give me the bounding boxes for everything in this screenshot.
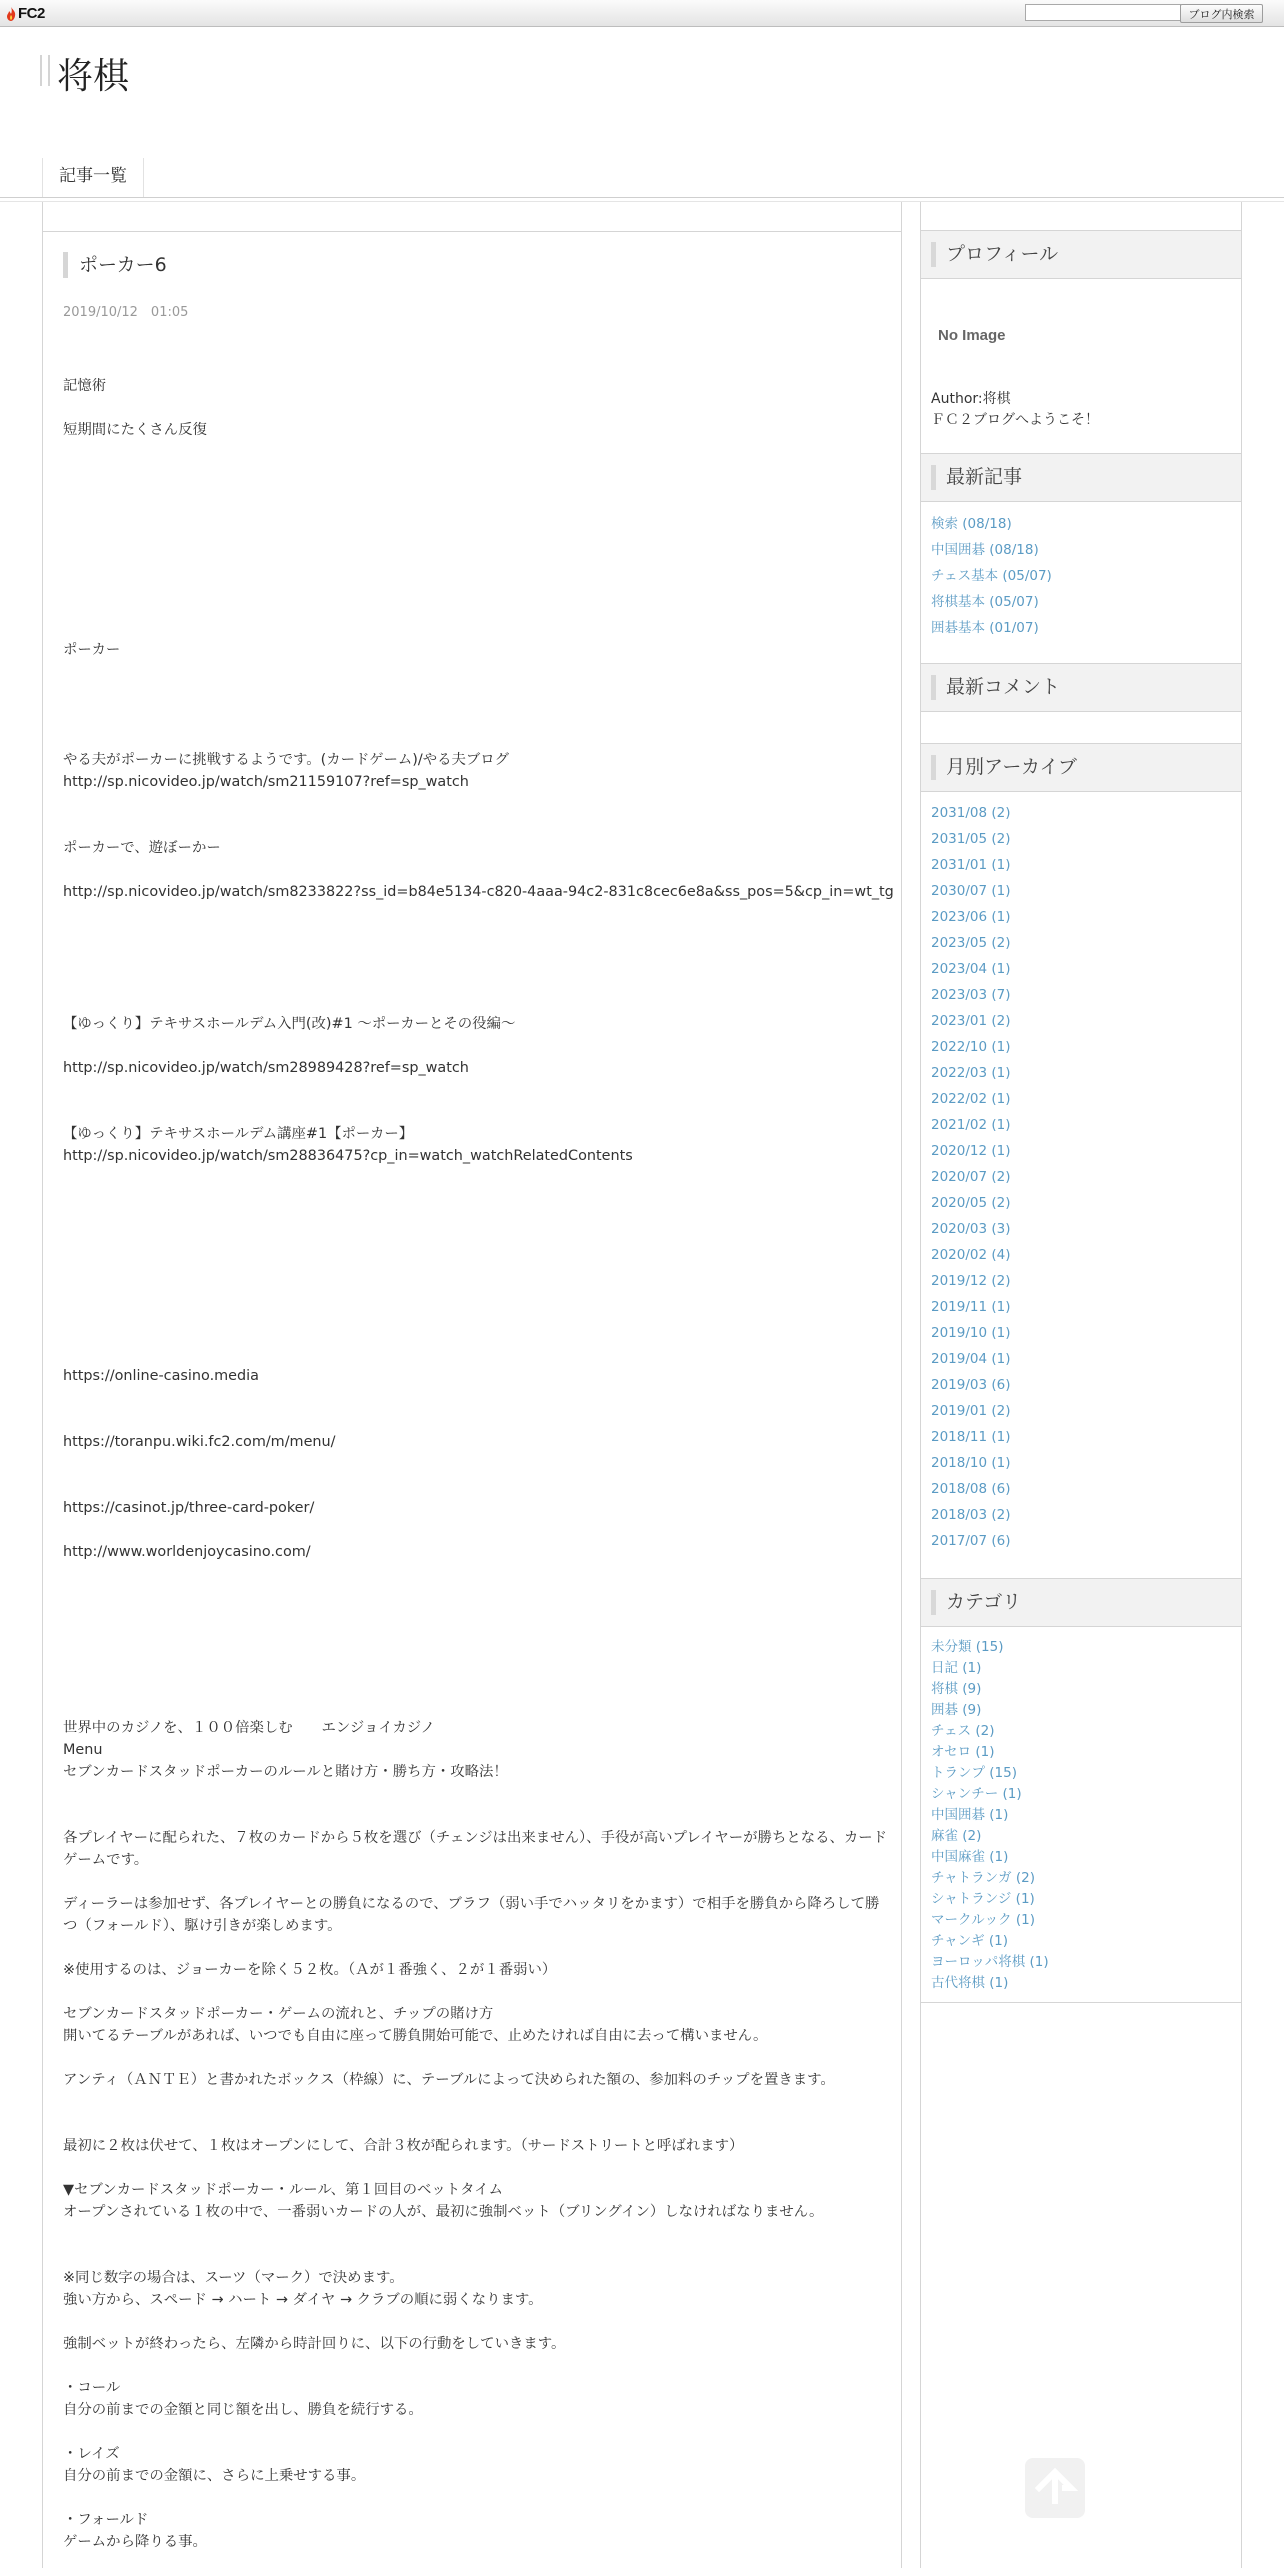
body-line: ポーカーで、遊ぼーかー xyxy=(63,840,221,856)
recent-comments-heading xyxy=(921,663,1241,712)
body-line: 開いてるテーブルがあれば、いつでも自由に座って勝負開始可能で、止めたければ自由に去って構いません。 xyxy=(63,2028,768,2044)
body-line: セブンカードスタッドポーカー・ゲームの流れと、チップの賭け方 xyxy=(63,2006,494,2022)
heading-bar xyxy=(931,1590,936,1615)
archive-link[interactable]: 2023/06 (1) xyxy=(931,909,1011,925)
sidebar xyxy=(920,202,1242,2568)
body-link: http://www.worldenjoycasino.com/ xyxy=(63,1544,311,1560)
heading-bar xyxy=(931,755,936,780)
archive-link[interactable]: 2019/12 (2) xyxy=(931,1273,1011,1289)
archives-heading-label: 月別アーカイブ xyxy=(946,756,1077,778)
body-link: https://toranpu.wiki.fc2.com/m/menu/ xyxy=(63,1434,336,1450)
body-line: ・フォールド xyxy=(63,2512,149,2528)
body-link: https://online-casino.media xyxy=(63,1368,259,1384)
archive-link[interactable]: 2031/05 (2) xyxy=(931,831,1011,847)
category-link[interactable]: シャトランジ (1) xyxy=(931,1891,1035,1907)
blog-search-input[interactable] xyxy=(1025,4,1181,21)
archive-link[interactable]: 2019/03 (6) xyxy=(931,1377,1011,1393)
category-link[interactable]: 囲碁 (9) xyxy=(931,1702,982,1718)
scroll-to-top-button[interactable] xyxy=(1025,2458,1085,2518)
body-line: 自分の前までの金額に、さらに上乗せする事。 xyxy=(63,2468,366,2484)
blog-search-button[interactable]: ブログ内検索 xyxy=(1180,4,1263,23)
fc2-logo-text: FC2 xyxy=(18,4,45,22)
categories-list xyxy=(931,1637,1049,1994)
profile-heading-label: プロフィール xyxy=(946,243,1059,265)
fc2-toolbar xyxy=(0,0,1284,27)
category-link[interactable]: シャンチー (1) xyxy=(931,1786,1022,1802)
body-line: 【ゆっくり】テキサスホールデム講座#1【ポーカー】 xyxy=(63,1126,414,1142)
category-link[interactable]: チャンギ (1) xyxy=(931,1933,1009,1949)
category-link[interactable]: トランプ (15) xyxy=(931,1765,1018,1781)
archive-link[interactable]: 2019/01 (2) xyxy=(931,1403,1011,1419)
archive-link[interactable]: 2030/07 (1) xyxy=(931,883,1011,899)
archive-link[interactable]: 2022/10 (1) xyxy=(931,1039,1011,1055)
category-link[interactable]: ヨーロッパ将棋 (1) xyxy=(931,1954,1049,1970)
recent-post-link[interactable]: 将棋基本 (05/07) xyxy=(931,594,1039,610)
blog-title[interactable]: 将棋 xyxy=(57,56,130,97)
main-column xyxy=(42,202,902,2568)
archive-link[interactable]: 2019/04 (1) xyxy=(931,1351,1011,1367)
body-line: ・コール xyxy=(63,2380,121,2396)
body-line: 記憶術 xyxy=(63,378,107,394)
archive-link[interactable]: 2020/02 (4) xyxy=(931,1247,1011,1263)
global-nav xyxy=(42,158,144,198)
category-link[interactable]: チャトランガ (2) xyxy=(931,1870,1036,1886)
category-link[interactable]: チェス (2) xyxy=(931,1723,995,1739)
category-link[interactable]: 古代将棋 (1) xyxy=(931,1975,1009,1991)
category-link[interactable]: 中国囲碁 (1) xyxy=(931,1807,1009,1823)
category-link[interactable]: マークルック (1) xyxy=(931,1912,1036,1928)
body-line: ・レイズ xyxy=(63,2446,120,2462)
recent-post-link[interactable]: 囲碁基本 (01/07) xyxy=(931,620,1039,636)
arrow-up-icon xyxy=(1025,2458,1085,2518)
archives-list xyxy=(931,800,1011,1554)
body-line: ポーカー xyxy=(63,642,121,658)
archive-link[interactable]: 2023/03 (7) xyxy=(931,987,1011,1003)
nav-item-article-list[interactable]: 記事一覧 xyxy=(42,158,144,198)
heading-bar xyxy=(931,242,936,267)
body-paragraph: オープンされている１枚の中で、一番弱いカードの人が、最初に強制ベット（ブリングイン）しなければなりません。 xyxy=(63,2204,824,2220)
body-line: ゲームから降りる事。 xyxy=(63,2534,207,2550)
body-line: 自分の前までの金額と同じ額を出し、勝負を続行する。 xyxy=(63,2402,423,2418)
author-name: Author:将棋 xyxy=(931,391,1011,407)
body-line: ※同じ数字の場合は、スーツ（マーク）で決めます。 xyxy=(63,2270,404,2286)
archive-link[interactable]: 2023/04 (1) xyxy=(931,961,1011,977)
body-paragraph: アンティ（ＡＮＴＥ）と書かれたボックス（枠線）に、テーブルによって決められた額の、参加料のチップを置きます。 xyxy=(63,2072,835,2088)
entry-header xyxy=(63,252,167,278)
body-line: 世界中のカジノを、１００倍楽しむ エンジョイカジノ xyxy=(63,1720,435,1736)
archive-link[interactable]: 2018/11 (1) xyxy=(931,1429,1011,1445)
profile-heading xyxy=(921,230,1241,279)
archive-link[interactable]: 2019/11 (1) xyxy=(931,1299,1011,1315)
body-line: 強い方から、スペード → ハート → ダイヤ → クラブの順に弱くなります。 xyxy=(63,2292,543,2308)
archive-link[interactable]: 2023/05 (2) xyxy=(931,935,1011,951)
heading-bar xyxy=(931,675,936,700)
title-ornament xyxy=(40,55,50,86)
archive-link[interactable]: 2023/01 (2) xyxy=(931,1013,1011,1029)
category-link[interactable]: 将棋 (9) xyxy=(931,1681,982,1697)
recent-posts-list xyxy=(931,511,1052,641)
heading-bar xyxy=(931,465,936,490)
archive-link[interactable]: 2031/08 (2) xyxy=(931,805,1011,821)
categories-heading xyxy=(921,1578,1241,1627)
archives-heading xyxy=(921,743,1241,792)
body-line: セブンカードスタッドポーカーのルールと賭け方・勝ち方・攻略法！ xyxy=(63,1764,508,1780)
fc2-logo[interactable] xyxy=(6,4,45,22)
recent-post-link[interactable]: チェス基本 (05/07) xyxy=(931,568,1052,584)
body-paragraph: ディーラーは参加せず、各プレイヤーとの勝負になるので、ブラフ（弱い手でハッタリをかます）で相手を勝負から降ろして勝つ（フォールド）、駆け引きが楽しめます。 xyxy=(63,1896,880,1934)
sidebar-bottom-divider xyxy=(921,2002,1241,2003)
entry-date: 2019/10/12 01:05 xyxy=(63,305,189,320)
body-line: 短期間にたくさん反復 xyxy=(63,422,207,438)
body-line: 最初に２枚は伏せて、１枚はオープンにして、合計３枚が配られます。（サードストリートと呼ばれます） xyxy=(63,2138,744,2154)
archive-link[interactable]: 2019/10 (1) xyxy=(931,1325,1011,1341)
recent-comments-heading-label: 最新コメント xyxy=(946,676,1061,698)
archive-link[interactable]: 2018/08 (6) xyxy=(931,1481,1011,1497)
body-line: Menu xyxy=(63,1742,103,1758)
category-link[interactable]: オセロ (1) xyxy=(931,1744,995,1760)
body-line: 【ゆっくり】テキサスホールデム入門(改)#1 ～ポーカーとその役編～ xyxy=(63,1016,516,1032)
archive-link[interactable]: 2018/03 (2) xyxy=(931,1507,1011,1523)
archive-link[interactable]: 2031/01 (1) xyxy=(931,857,1011,873)
archive-link[interactable]: 2020/05 (2) xyxy=(931,1195,1011,1211)
body-link: http://sp.nicovideo.jp/watch/sm8233822?ss_id=b84e5134-c820-4aaa-94c2-831c8cec6e8a&ss_pos=5&cp_in=wt_tg xyxy=(63,884,894,900)
archive-link[interactable]: 2022/02 (1) xyxy=(931,1091,1011,1107)
archive-link[interactable]: 2017/07 (6) xyxy=(931,1533,1011,1549)
archive-link[interactable]: 2020/03 (3) xyxy=(931,1221,1011,1237)
fc2-flame-icon xyxy=(6,6,16,20)
entry-title: ポーカー6 xyxy=(79,254,167,276)
body-line: ▼セブンカードスタッドポーカー・ルール、第１回目のベットタイム xyxy=(63,2182,504,2198)
categories-heading-label: カテゴリ xyxy=(946,1591,1022,1613)
archive-link[interactable]: 2020/12 (1) xyxy=(931,1143,1011,1159)
category-link[interactable]: 日記 (1) xyxy=(931,1660,982,1676)
archive-link[interactable]: 2022/03 (1) xyxy=(931,1065,1011,1081)
profile-no-image: No Image xyxy=(938,327,1006,344)
recent-post-link[interactable]: 中国囲碁 (08/18) xyxy=(931,542,1039,558)
body-link: http://sp.nicovideo.jp/watch/sm28836475?cp_in=watch_watchRelatedContents xyxy=(63,1148,633,1164)
recent-posts-heading xyxy=(921,453,1241,502)
body-link: http://sp.nicovideo.jp/watch/sm28989428?ref=sp_watch xyxy=(63,1060,469,1076)
archive-link[interactable]: 2020/07 (2) xyxy=(931,1169,1011,1185)
body-line: やる夫がポーカーに挑戦するようです。(カードゲーム)/やる夫ブログ xyxy=(63,752,510,768)
category-link[interactable]: 麻雀 (2) xyxy=(931,1828,982,1844)
archive-link[interactable]: 2021/02 (1) xyxy=(931,1117,1011,1133)
body-line: ※使用するのは、ジョーカーを除く５２枚。（Ａが１番強く、２が１番弱い） xyxy=(63,1962,557,1978)
body-link: http://sp.nicovideo.jp/watch/sm21159107?ref=sp_watch xyxy=(63,774,469,790)
body-paragraph: 各プレイヤーに配られた、７枚のカードから５枚を選び（チェンジは出来ません）、手役が高いプレイヤーが勝ちとなる、カードゲームです。 xyxy=(63,1830,888,1868)
author-greeting: ＦＣ２ブログへようこそ！ xyxy=(931,412,1099,428)
main-top-divider xyxy=(43,231,901,232)
recent-posts-heading-label: 最新記事 xyxy=(946,466,1023,488)
category-link[interactable]: 中国麻雀 (1) xyxy=(931,1849,1009,1865)
recent-post-link[interactable]: 検索 (08/18) xyxy=(931,516,1012,532)
body-link: https://casinot.jp/three-card-poker/ xyxy=(63,1500,315,1516)
body-line: 強制ベットが終わったら、左隣から時計回りに、以下の行動をしていきます。 xyxy=(63,2336,566,2352)
archive-link[interactable]: 2018/10 (1) xyxy=(931,1455,1011,1471)
profile-author xyxy=(931,389,1099,431)
category-link[interactable]: 未分類 (15) xyxy=(931,1639,1004,1655)
